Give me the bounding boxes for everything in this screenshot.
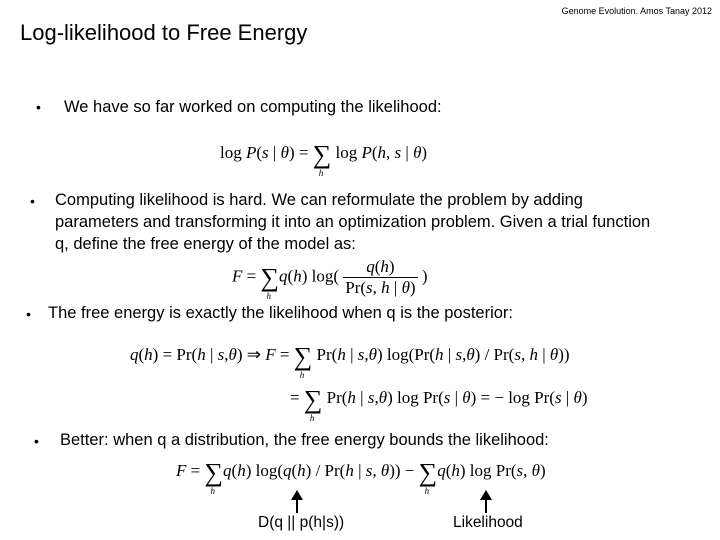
equation-free-energy: F = ∑ h q(h) log( $\frac{q(h)}{Pr(s, h | \theta)}$ )	[232, 257, 428, 302]
bullet-marker: •	[30, 193, 35, 209]
bullet-marker: •	[36, 99, 41, 115]
arrow-shaft	[485, 499, 487, 513]
bullet-marker: •	[34, 433, 39, 449]
bullet-text-1: We have so far worked on computing the likelihood:	[64, 98, 442, 116]
equation-posterior-line-2: = ∑ h Pr(h | s,θ) log Pr(s | θ) = − log Pr(s | θ)	[290, 385, 588, 423]
kl-divergence-label: D(q || p(h|s))	[258, 514, 345, 531]
bullet-marker: •	[26, 306, 31, 322]
likelihood-label: Likelihood	[453, 514, 523, 531]
equation-bound: F = ∑ h q(h) log(q(h) / Pr(h | s, θ)) − ∑ h q(h) log Pr(s, θ)	[176, 458, 546, 496]
bullet-text-4: Better: when q a distribution, the free energy bounds the likelihood:	[60, 431, 549, 449]
bullet-text-3: The free energy is exactly the likelihood when q is the posterior:	[48, 304, 513, 322]
bullet-text-2: Computing likelihood is hard. We can reformulate the problem by adding parameters and transforming it into an optimization problem. Given a trial function q, define the free energy of the model as:	[55, 191, 651, 253]
equation-posterior-line-1: q(h) = Pr(h | s,θ) ⇒ F = ∑ h Pr(h | s,θ) log(Pr(h | s,θ) / Pr(s, h | θ))	[130, 342, 570, 380]
slide-title: Log-likelihood to Free Energy	[20, 20, 308, 45]
equation-log-likelihood: log P(s | θ) = ∑ h log P(h, s | θ)	[220, 140, 428, 178]
arrow-shaft	[296, 499, 298, 513]
header-note: Genome Evolution. Amos Tanay 2012	[561, 6, 712, 16]
